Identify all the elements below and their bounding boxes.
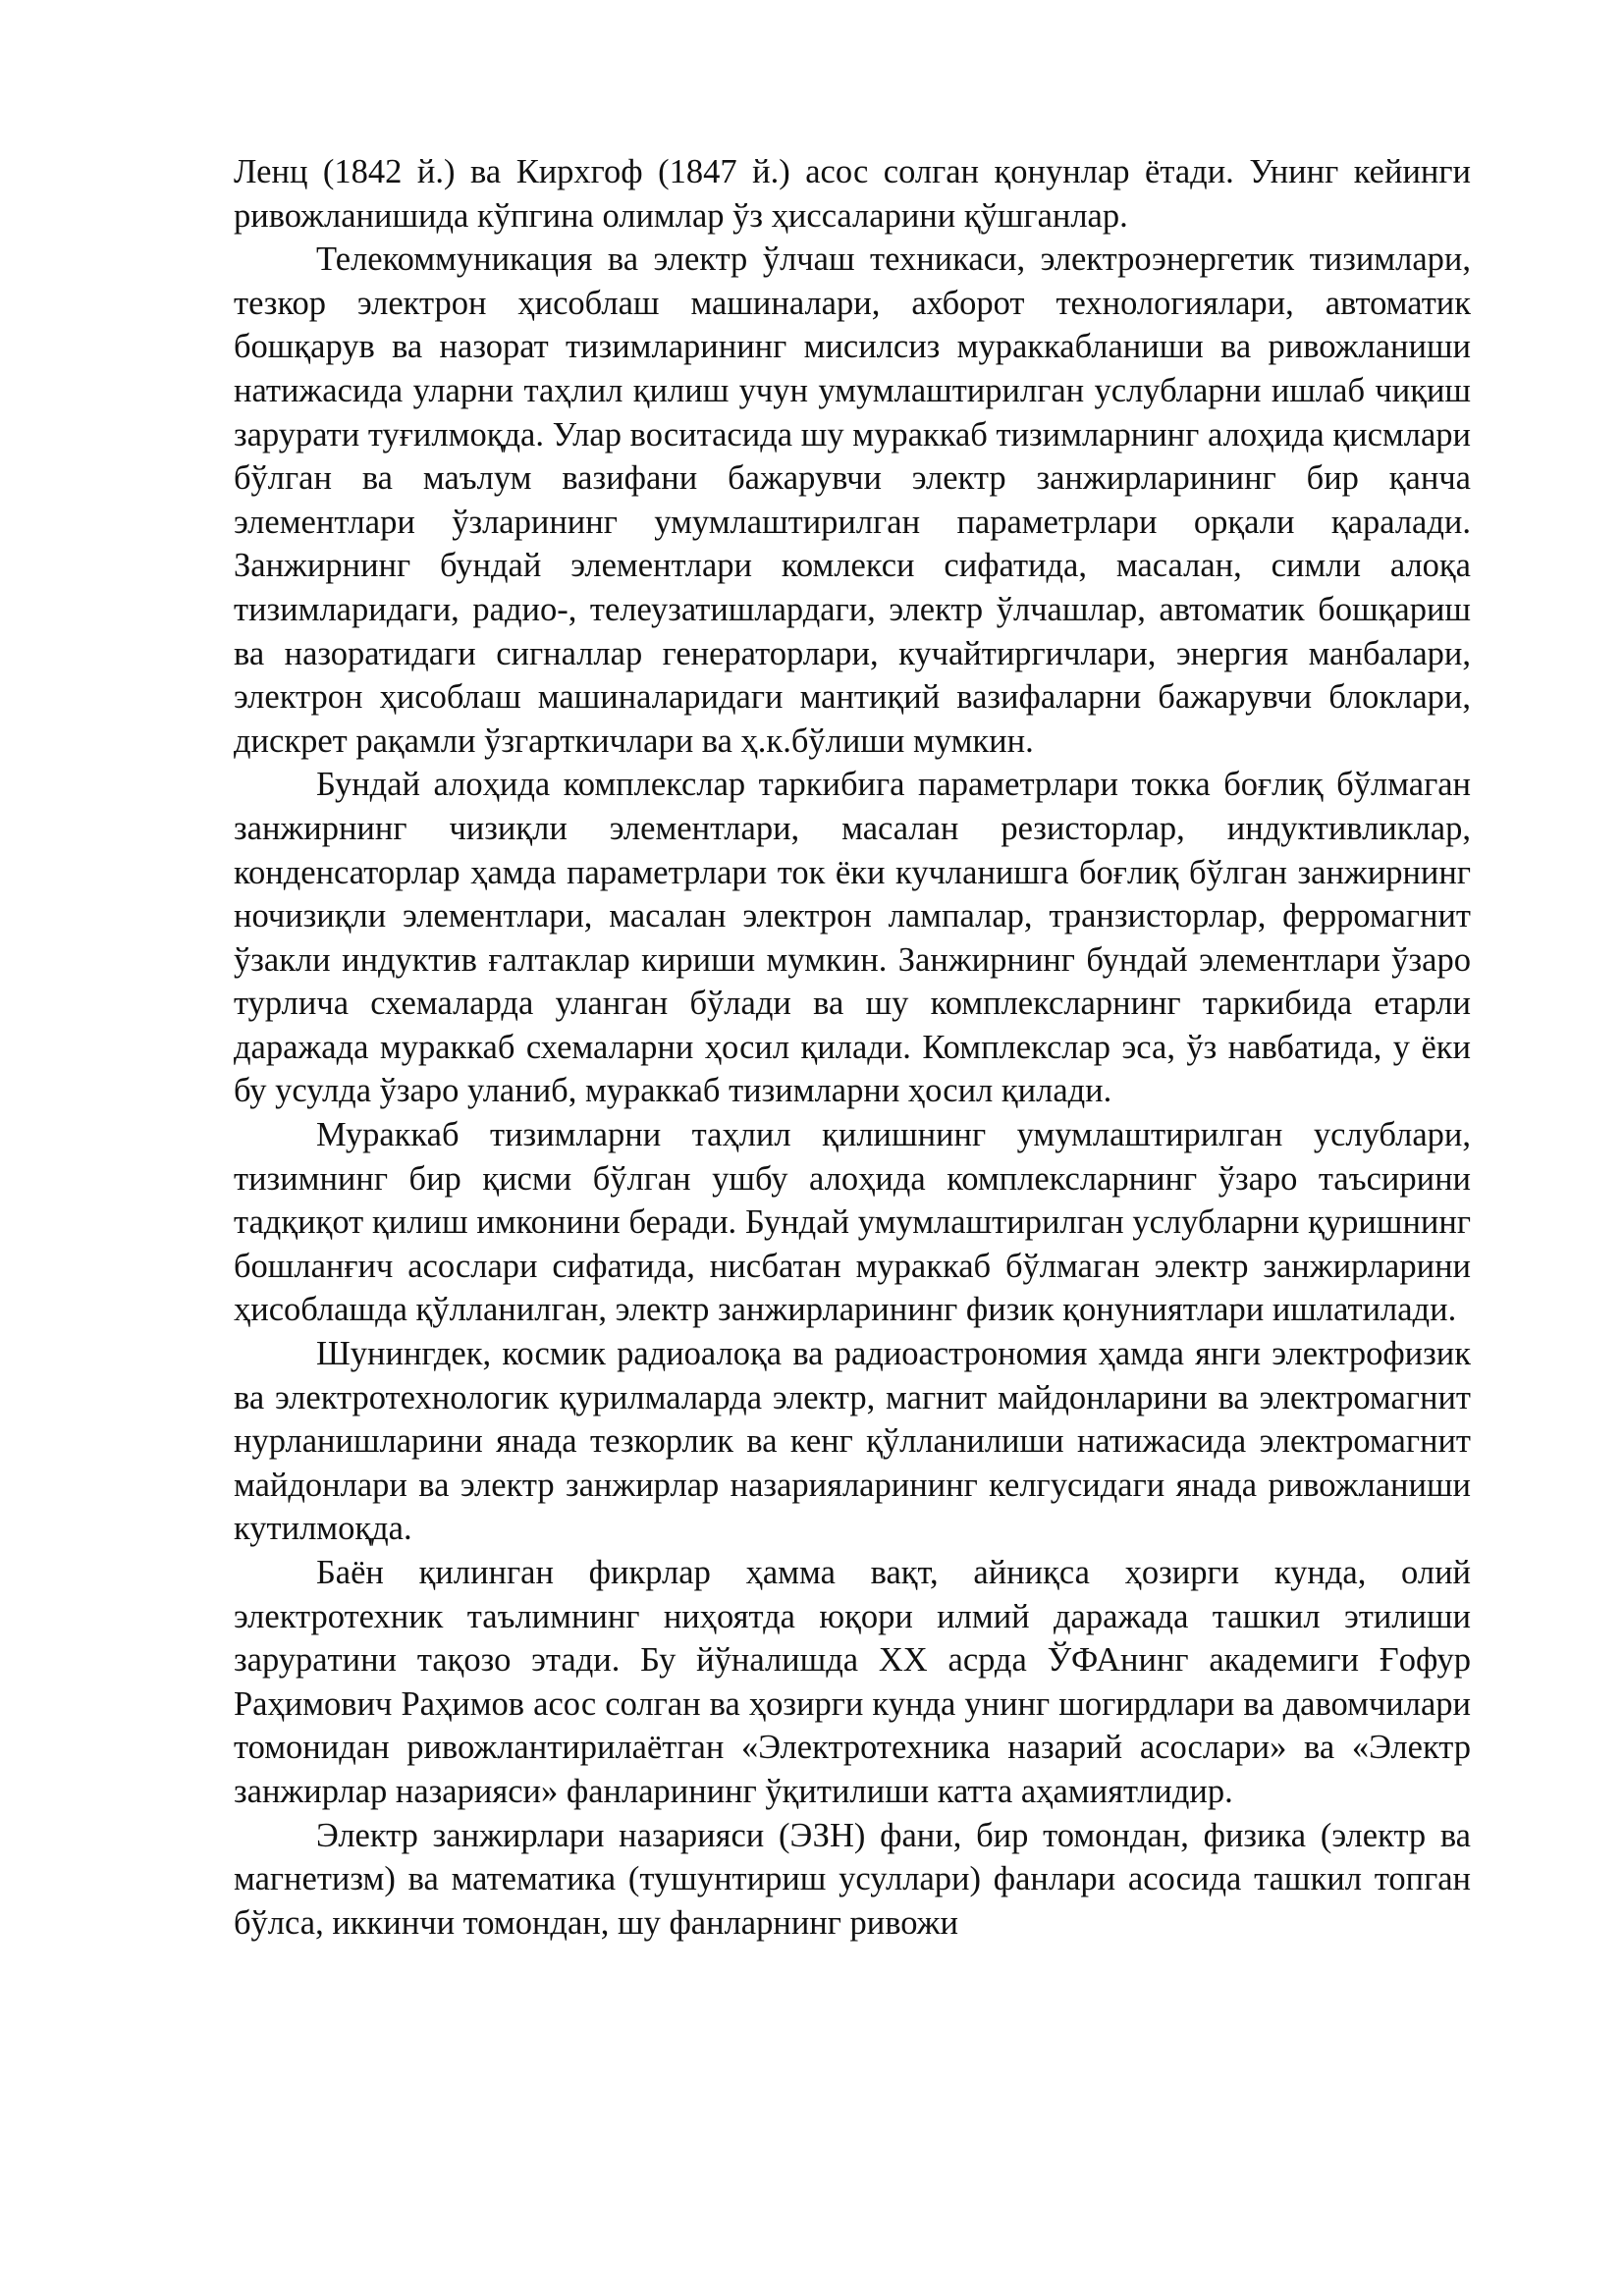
paragraph-4: Мураккаб тизимларни таҳлил қилишнинг умумлаштирилган услублари, тизимнинг бир қисми бўлган ушбу алоҳида комплексларнинг ўзаро таъсирини тадқиқот қилиш имконини беради. Бундай умумлаштирилган услубларни қуришнинг бошланғич асослари сифатида, нисбатан мураккаб бўлмаган электр занжирларини ҳисоблашда қўлланилган, электр занжирларининг физик қонуниятлари ишлатилади. (234, 1116, 1471, 1329)
paragraph-2: Телекоммуникация ва электр ўлчаш техникаси, электроэнергетик тизимлари, тезкор электрон ҳисоблаш машиналари, ахборот технологиялари, автоматик бошқарув ва назорат тизимларининг мисилсиз мураккабланиши ва ривожланиши натижасида уларни таҳлил қилиш учун умумлаштирилган услубларни ишлаб чиқиш зарурати туғилмоқда. Улар воситасида шу мураккаб тизимларнинг алоҳида қисмлари бўлган ва маълум вазифани бажарувчи электр занжирларининг бир қанча элементлари ўзларининг умумлаштирилган параметрлари орқали қаралади. Занжирнинг бундай элементлари комлекси сифатида, масалан, симли алоқа тизимларидаги, радио-, телеузатишлардаги, электр ўлчашлар, автоматик бошқариш ва назоратидаги сигналлар генераторлари, кучайтиргичлари, энергия манбалари, электрон ҳисоблаш машиналаридаги мантиқий вазифаларни бажарувчи блоклари, дискрет рақамли ўзгарткичлари ва ҳ.к.бўлиши мумкин. (234, 240, 1471, 760)
paragraph-7: Электр занжирлари назарияси (ЭЗН) фани, бир томондан, физика (электр ва магнетизм) ва математика (тушунтириш усуллари) фанлари асосида ташкил топган бўлса, иккинчи томондан, шу фанларнинг ривожи (234, 1816, 1471, 1942)
paragraph-5: Шунингдек, космик радиоалоқа ва радиоастрономия ҳамда янги электрофизик ва электротехнологик қурилмаларда электр, магнит майдонларини ва электромагнит нурланишларини янада тезкорлик ва кенг қўлланилиши натижасида электромагнит майдонлари ва электр занжирлар назарияларининг келгусидаги янада ривожланиши кутилмоқда. (234, 1335, 1471, 1548)
paragraph-6: Баён қилинган фикрлар ҳамма вақт, айниқса ҳозирги кунда, олий электротехник таълимнинг ниҳоятда юқори илмий даражада ташкил этилиши зарурaтини тақозо этади. Бу йўналишда XX асрда ЎФАнинг академиги Ғофур Раҳимович Раҳимов асос солган ва ҳозирги кунда унинг шогирдлари ва давомчилари томонидан ривожлантирилаётган «Электротехника назарий асослари» ва «Электр занжирлар назарияси» фанларининг ўқитилиши катта аҳамиятлидир. (234, 1554, 1471, 1810)
paragraph-1: Ленц (1842 й.) ва Кирхгоф (1847 й.) асос солган қонунлар ётади. Унинг кейинги ривожланишида кўпгина олимлар ўз ҳиссаларини қўшганлар. (234, 153, 1471, 235)
document-page (234, 150, 1471, 1945)
paragraph-3: Бундай алоҳида комплекслар таркибига параметрлари токка боғлиқ бўлмаган занжирнинг чизиқли элементлари, масалан резисторлар, индуктивликлар, конденсаторлар ҳамда параметрлари ток ёки кучланишга боғлиқ бўлган занжирнинг ночизиқли элементлари, масалан электрон лампалар, транзисторлар, ферромагнит ўзакли индуктив ғалтаклар кириши мумкин. Занжирнинг бундай элементлари ўзаро турлича схемаларда уланган бўлади ва шу комплексларнинг таркибида етарли даражада мураккаб схемаларни ҳосил қилади. Комплекслар эса, ўз навбатида, у ёки бу усулда ўзаро уланиб, мураккаб тизимларни ҳосил қилади. (234, 766, 1471, 1110)
